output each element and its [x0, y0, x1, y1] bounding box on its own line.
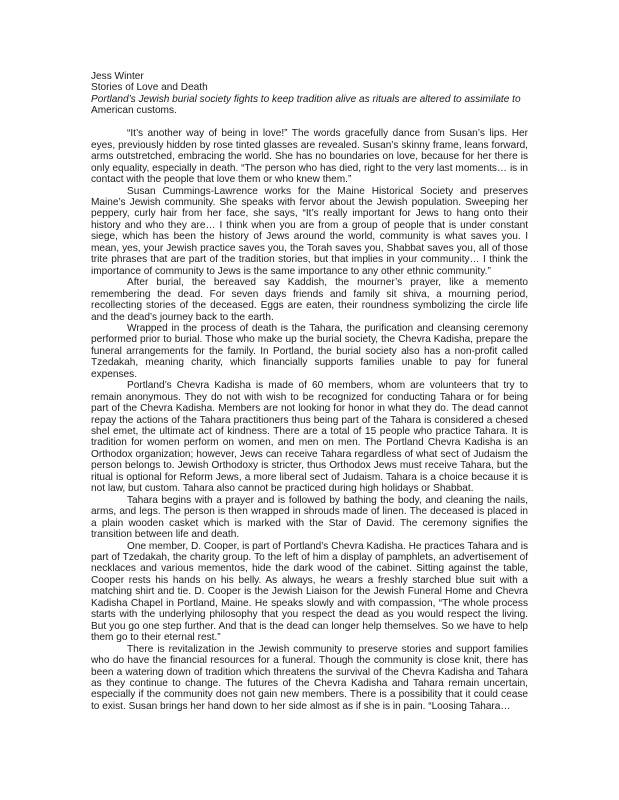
paragraph: One member, D. Cooper, is part of Portland’s Chevra Kadisha. He practices Tahara and is part of Tzedakah, the charity group. To the left of him a display of pamphlets, an advertisement of necklaces and various mementos, hide the dark wood of the cabinet. Sitting against the table, Cooper rests his hands on his belly. As always, he wears a freshly starched blue suit with a matching shirt and tie. D. Cooper is the Jewish Liaison for the Jewish Funeral Home and Chevra Kadisha Chapel in Portland, Maine. He speaks slowly and with compassion, “The whole process starts with the underlying philosophy that you respect the dead as you would respect the living. But you go one step further. And that is the dead can longer help themselves. So we have to help them go to their eternal rest.”	[91, 540, 528, 644]
paragraph: After burial, the bereaved say Kaddish, the mourner’s prayer, like a memento remembering the dead. For seven days friends and family sit shiva, a mourning period, recollecting stories of the deceased. Eggs are eaten, their roundness symbolizing the circle life and the dead’s journey back to the earth.	[91, 277, 528, 323]
spacer	[91, 117, 528, 128]
document-page	[91, 71, 528, 712]
paragraph: Tahara begins with a prayer and is followed by bathing the body, and cleaning the nails, arms, and legs. The person is then wrapped in shrouds made of linen. The deceased is placed in a plain wooden casket which is marked with the Star of David. The ceremony signifies the transition between life and death.	[91, 494, 528, 541]
paragraph: Wrapped in the process of death is the Tahara, the purification and cleansing ceremony performed prior to burial. Those who make up the burial society, the Chevra Kadisha, prepare the funeral arrangements for the family. In Portland, the burial society also has a non-profit called Tzedakah, meaning charity, which financially supports families unable to pay for funeral expenses.	[91, 322, 528, 380]
author-name: Jess Winter	[91, 71, 144, 82]
paragraph: There is revitalization in the Jewish community to preserve stories and support families who do have the financial resources for a funeral. Though the community is close knit, there has been a watering down of tradition which threatens the survival of the Chevra Kadisha and Tahara as they continue to change. The futures of the Chevra Kadisha and Tahara remain uncertain, especially if the community does not gain new members. There is a possibility that it could cease to exist. Susan brings her hand down to her side almost as if she is in pain. “Loosing Tahara…	[91, 643, 528, 712]
subtitle-italic: Portland’s Jewish burial society fights to keep tradition alive as rituals are altered to assimilate to	[91, 93, 521, 105]
article-subtitle	[91, 94, 528, 117]
paragraph: Portland’s Chevra Kadisha is made of 60 members, whom are volunteers that try to remain anonymous. They do not with wish to be recognized for conducting Tahara or for being part of the Chevra Kadisha. Members are not looking for honor in what they do. The dead cannot repay the actions of the Tahara practitioners thus being part of the Tahara is considered a chesed shel emet, the ultimate act of kindness. There are a total of 15 people who practice Tahara. It is tradition for women perform on women, and men on men. The Portland Chevra Kadisha is an Orthodox organization; however, Jews can receive Tahara regardless of what sect of Judaism the person belongs to. Jewish Orthodoxy is stricter, thus Orthodox Jews must receive Tahara, but the ritual is optional for Reform Jews, a more liberal sect of Judaism. Tahara is a choice because it is not law, but custom. Tahara also cannot be practiced during high holidays or Shabbat.	[91, 380, 528, 495]
paragraph: “It’s another way of being in love!” The words gracefully dance from Susan’s lips. Her eyes, previously hidden by rose tinted glasses are revealed. Susan’s skinny frame, leans forward, arms outstretched, embracing the world. She has no boundaries on love, because for her there is only equality, especially in death. “The person who has died, right to the very last moments… is in contact with the people that love them or who knew them.”	[91, 128, 528, 186]
paragraph: Susan Cummings-Lawrence works for the Maine Historical Society and preserves Maine’s Jewish community. She speaks with fervor about the Jewish population. Sweeping her peppery, curly hair from her face, she says, “It’s really important for Jews to hang onto their history and who they are… I think when you are from a group of people that is under constant siege, which has been the history of Jews around the world, community is what saves you. I mean, yes, your Jewish practice saves you, the Torah saves you, Shabbat saves you, all of those trite phrases that are part of the tradition stories, but that implies in your community… I think the importance of community to Jews is the same importance to any other ethnic community.”	[91, 185, 528, 277]
article-title: Stories of Love and Death	[91, 82, 208, 94]
subtitle-rest: American customs.	[91, 105, 177, 117]
